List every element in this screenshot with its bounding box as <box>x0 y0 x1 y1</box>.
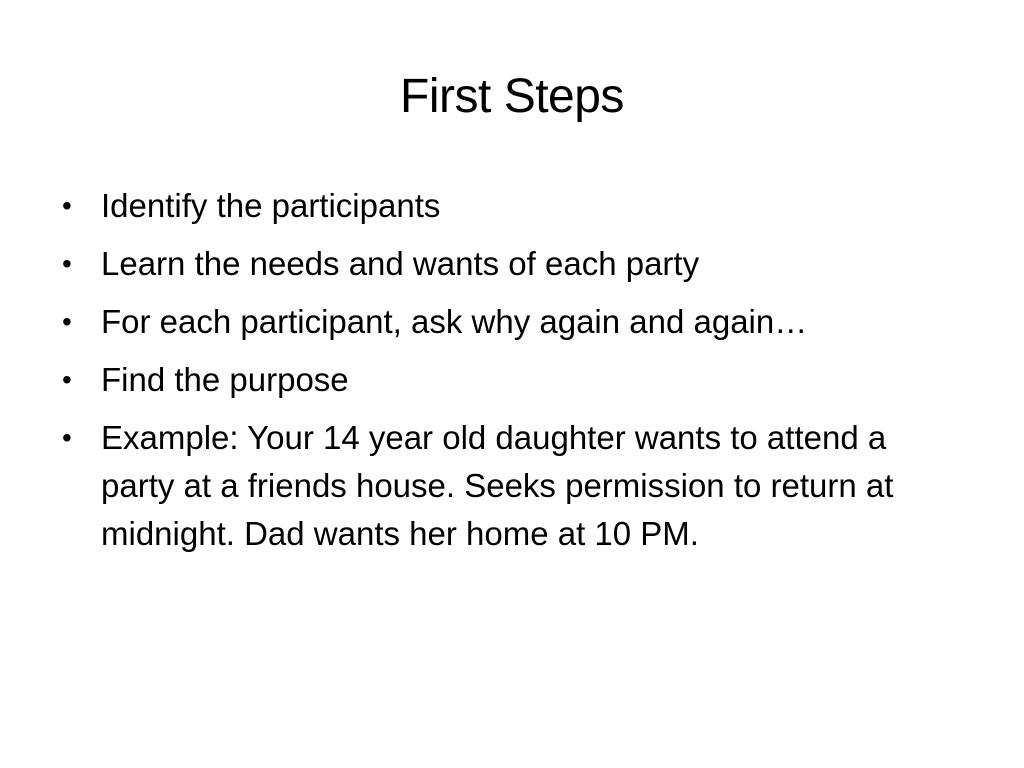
bullet-icon: • <box>62 248 72 279</box>
bullet-list <box>62 182 962 568</box>
bullet-text: Identify the participants <box>101 187 441 224</box>
bullet-item-example <box>62 414 962 558</box>
bullet-text: For each participant, ask why again and again… <box>101 303 808 340</box>
bullet-text: Find the purpose <box>101 361 349 398</box>
slide-title: First Steps <box>400 70 624 123</box>
bullet-item-learn <box>62 240 962 288</box>
bullet-icon: • <box>62 364 72 395</box>
bullet-item-identify <box>62 182 962 230</box>
bullet-item-ask-why <box>62 298 962 346</box>
bullet-text: Example: Your 14 year old daughter wants to attend a party at a friends house. Seeks permission to return at midnight. Dad wants her home at 10 PM. <box>101 419 894 552</box>
bullet-text: Learn the needs and wants of each party <box>101 245 700 282</box>
bullet-item-purpose <box>62 356 962 404</box>
bullet-icon: • <box>62 306 72 337</box>
bullet-icon: • <box>62 190 72 221</box>
bullet-icon: • <box>62 422 72 453</box>
